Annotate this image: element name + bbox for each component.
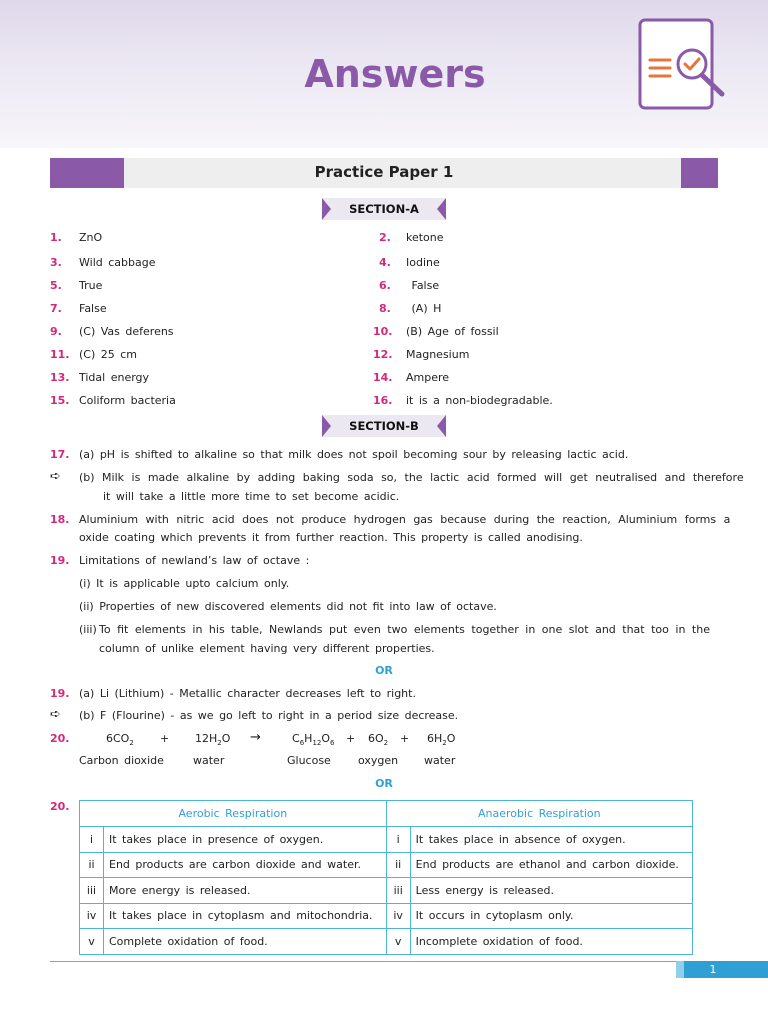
answer-text: False — [406, 279, 440, 292]
plus-sign: + — [400, 732, 410, 745]
equation-label: oxygen — [358, 754, 399, 767]
row-index: i — [80, 827, 104, 853]
answer-text: it is a non-biodegradable. — [406, 394, 553, 407]
row-index: iii — [80, 878, 104, 904]
question-number: 4. — [379, 256, 391, 269]
answer-text: Iodine — [406, 256, 440, 269]
question-number: 10. — [373, 325, 393, 338]
formula-h2o: $6H_2O$ — [427, 732, 456, 748]
question-number: 6. — [379, 279, 391, 292]
plus-sign: + — [160, 732, 170, 745]
answer-text: Limitations of newland’s law of octave : — [79, 554, 310, 567]
arrow-right-icon: ➪ — [50, 469, 61, 484]
row-index: i — [386, 827, 410, 853]
equation-label: water — [424, 754, 456, 767]
table-row — [80, 827, 693, 853]
question-number: 16. — [373, 394, 393, 407]
row-index: iv — [80, 903, 104, 929]
formula-h2o: $12H_2O$ — [195, 732, 231, 748]
or-divider: OR — [375, 777, 393, 790]
section-a-heading: SECTION-A — [322, 198, 446, 220]
table-header-row — [80, 801, 693, 827]
table-row — [80, 903, 693, 929]
question-number: 11. — [50, 348, 70, 361]
page-number-tab — [676, 961, 768, 978]
question-number: 5. — [50, 279, 62, 292]
question-number: 12. — [373, 348, 393, 361]
question-number: 20. — [50, 800, 70, 813]
practice-paper-banner — [50, 158, 718, 188]
question-number: 7. — [50, 302, 62, 315]
question-number: 2. — [379, 231, 391, 244]
answer-text: Aluminium with nitric acid does not produce hydrogen gas because during the reaction, Aluminium forms a — [79, 513, 731, 526]
plus-sign: + — [346, 732, 356, 745]
column-header-anaerobic: Anaerobic Respiration — [386, 801, 692, 827]
aerobic-cell: Complete oxidation of food. — [104, 929, 387, 955]
page-number: 1 — [709, 963, 717, 976]
column-header-aerobic: Aerobic Respiration — [80, 801, 387, 827]
answer-text: oxide coating which prevents it from further reaction. This property is called anodising. — [79, 531, 583, 544]
equation-label: water — [193, 754, 225, 767]
question-number: 15. — [50, 394, 70, 407]
question-number: 20. — [50, 732, 70, 745]
formula-o2: $6O_2$ — [368, 732, 389, 748]
formula-glucose: $C_6H_{12}O_6$ — [292, 732, 335, 748]
aerobic-cell: More energy is released. — [104, 878, 387, 904]
anaerobic-cell: It occurs in cytoplasm only. — [410, 903, 692, 929]
equation-label: Glucose — [287, 754, 331, 767]
section-b-heading: SECTION-B — [322, 415, 446, 437]
question-number: 18. — [50, 513, 70, 526]
formula-co2: $6CO_2$ — [106, 732, 134, 748]
anaerobic-cell: Less energy is released. — [410, 878, 692, 904]
question-number: 19. — [50, 554, 70, 567]
answer-text: (B) Age of fossil — [406, 325, 499, 338]
anaerobic-cell: Incomplete oxidation of food. — [410, 929, 692, 955]
aerobic-cell: It takes place in presence of oxygen. — [104, 827, 387, 853]
answer-text: (ii) Properties of new discovered elements did not fit into law of octave. — [79, 600, 497, 613]
answer-text: (b) Milk is made alkaline by adding baking soda so, the lactic acid formed will get neutralised and therefore — [79, 471, 744, 484]
answer-text: (b) F (Flourine) - as we go left to right in a period size decrease. — [79, 709, 459, 722]
answer-text: Wild cabbage — [79, 256, 156, 269]
anaerobic-cell: It takes place in absence of oxygen. — [410, 827, 692, 853]
document-search-icon — [638, 18, 730, 112]
answer-text: Coliform bacteria — [79, 394, 176, 407]
question-number: 3. — [50, 256, 62, 269]
table-row — [80, 852, 693, 878]
aerobic-cell: End products are carbon dioxide and water. — [104, 852, 387, 878]
answer-text: ZnO — [79, 231, 103, 244]
row-index: v — [386, 929, 410, 955]
question-number: 9. — [50, 325, 62, 338]
reaction-arrow: → — [250, 730, 261, 745]
practice-paper-title: Practice Paper 1 — [314, 163, 454, 181]
question-number: 17. — [50, 448, 70, 461]
row-index: ii — [80, 852, 104, 878]
answer-text: To fit elements in his table, Newlands put even two elements together in one slot and that too in the — [99, 623, 710, 636]
arrow-right-icon: ➪ — [50, 707, 61, 722]
answer-text: (iii) — [79, 623, 97, 636]
table-row — [80, 878, 693, 904]
page-title: Answers — [304, 52, 486, 96]
aerobic-cell: It takes place in cytoplasm and mitochondria. — [104, 903, 387, 929]
row-index: v — [80, 929, 104, 955]
or-divider: OR — [375, 664, 393, 677]
row-index: ii — [386, 852, 410, 878]
answer-text: True — [79, 279, 103, 292]
footer-divider — [50, 961, 768, 962]
question-number: 1. — [50, 231, 62, 244]
answer-text: Ampere — [406, 371, 450, 384]
answer-text: Tidal energy — [79, 371, 150, 384]
answer-text: (a) pH is shifted to alkaline so that milk does not spoil becoming sour by releasing lactic acid. — [79, 448, 629, 461]
answer-text: (A) H — [406, 302, 442, 315]
equation-label: Carbon dioxide — [79, 754, 164, 767]
table-row — [80, 929, 693, 955]
answer-text: False — [79, 302, 107, 315]
answer-text: ketone — [406, 231, 444, 244]
answer-text: (C) 25 cm — [79, 348, 138, 361]
question-number: 19. — [50, 687, 70, 700]
answer-text: (i) It is applicable upto calcium only. — [79, 577, 290, 590]
answer-text: (a) Li (Lithium) - Metallic character decreases left to right. — [79, 687, 416, 700]
answer-text: Magnesium — [406, 348, 470, 361]
answer-text: column of unlike element having very different properties. — [99, 642, 435, 655]
question-number: 14. — [373, 371, 393, 384]
row-index: iv — [386, 903, 410, 929]
answer-text: (C) Vas deferens — [79, 325, 174, 338]
question-number: 13. — [50, 371, 70, 384]
respiration-comparison-table — [79, 800, 693, 955]
question-number: 8. — [379, 302, 391, 315]
anaerobic-cell: End products are ethanol and carbon dioxide. — [410, 852, 692, 878]
row-index: iii — [386, 878, 410, 904]
answer-text: it will take a little more time to set become acidic. — [103, 490, 400, 503]
